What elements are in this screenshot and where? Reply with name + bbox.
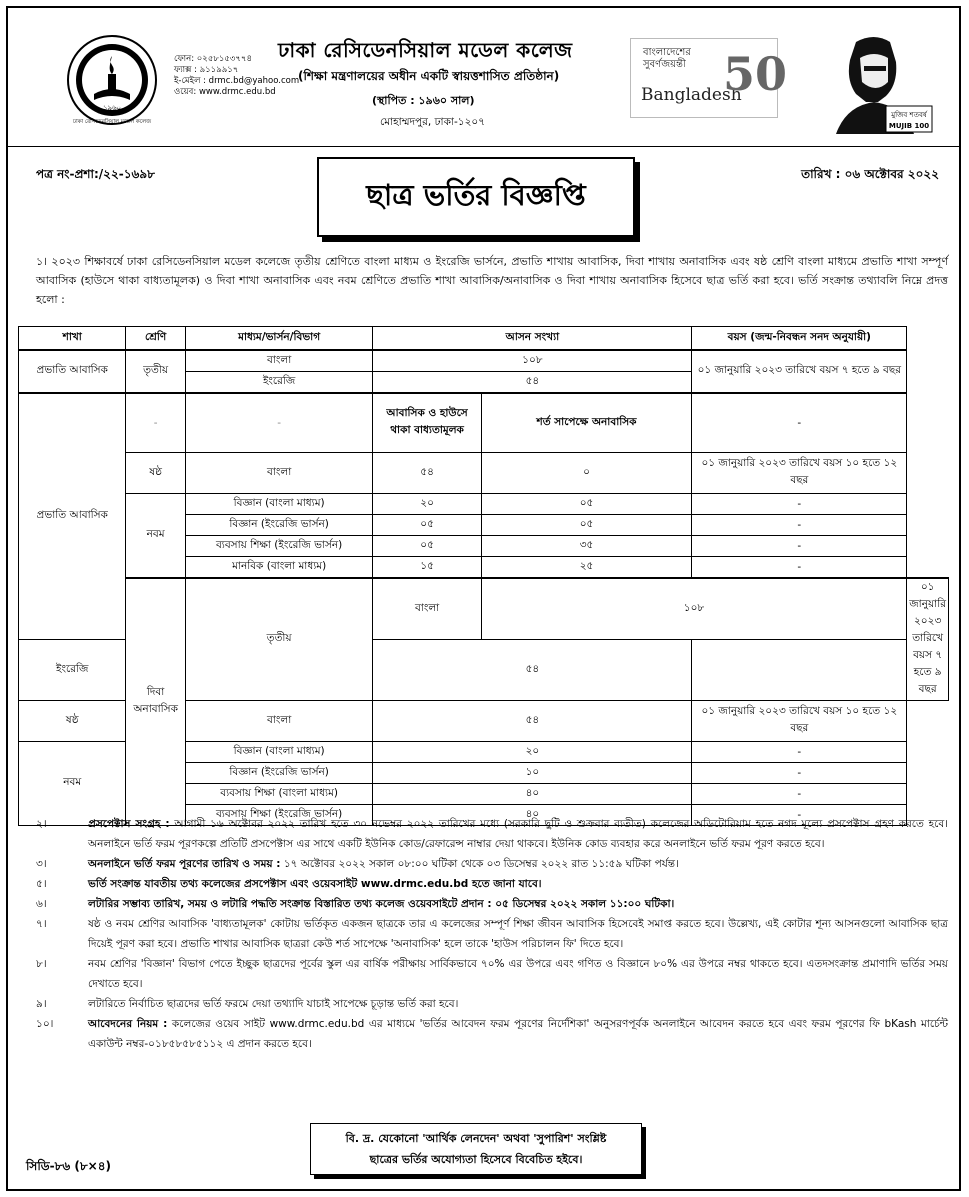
seats-a-cell: ০৫ xyxy=(373,515,481,536)
header-seats: আসন সংখ্যা xyxy=(373,327,692,351)
age-cell: ০১ জানুয়ারি ২০২৩ তারিখে বয়স ১০ হতে ১২ বছর xyxy=(692,701,907,742)
age-cell: - xyxy=(692,494,907,515)
website: ওয়েব: www.drmc.edu.bd xyxy=(174,87,276,97)
table-row xyxy=(19,578,949,640)
mujib-en: MUJIB 100 xyxy=(888,122,930,130)
seats-cell: ৪০ xyxy=(373,784,692,805)
medium-cell: বাংলা xyxy=(185,453,373,494)
medium-cell: ইংরেজি xyxy=(185,372,373,394)
medium-cell: ইংরেজি xyxy=(19,640,126,701)
age-cell: ০১ জানুয়ারি ২০২৩ তারিখে বয়স ৭ হতে ৯ বছর xyxy=(907,578,949,701)
note-bold: আবেদনের নিয়ম : xyxy=(88,1018,168,1030)
class-cell: ষষ্ঠ xyxy=(126,453,185,494)
fax: ফ্যাক্স : ৯১১৯৯১৭ xyxy=(174,65,239,75)
note-body: নবম শ্রেণির 'বিজ্ঞান' বিভাগ পেতে ইচ্ছুক ছাত্রদের পূর্বের স্কুল এর বার্ষিক পরীক্ষায় সার্বিকভাবে ৭০% এর উপরে এবং গণিত ও বিজ্ঞানে ৮০% এর উপরে নম্বর থাকতে হবে। এতদসংক্রান্ত প্রমাণাদি ভর্তির সময় দেখাতে হবে। xyxy=(88,958,948,990)
medium-cell: ব্যবসায় শিক্ষা (বাংলা মাধ্যম) xyxy=(185,784,373,805)
seats-cell: ৫৪ xyxy=(373,701,692,742)
medium-cell: বিজ্ঞান (ইংরেজি ভার্সন) xyxy=(185,515,373,536)
notice-date: তারিখ : ০৬ অক্টোবর ২০২২ xyxy=(801,167,939,181)
medium-cell: বিজ্ঞান (ইংরেজি ভার্সন) xyxy=(185,763,373,784)
college-address: মোহাম্মদপুর, ঢাকা-১২০৭ xyxy=(380,116,486,128)
seats-b-cell: ০৫ xyxy=(481,515,692,536)
seats-b-cell: ০৫ xyxy=(481,494,692,515)
bangladesh-50-logo xyxy=(630,38,788,118)
seats-cell: ১০৮ xyxy=(373,350,692,372)
seat-table xyxy=(18,326,949,826)
age-cell: - xyxy=(692,805,907,826)
seal-caption: ঢাকা রেসিডেনসিয়াল মডেল কলেজ xyxy=(72,119,152,125)
note-body: ০৫ ডিসেম্বর ২০২২ সকাল ১১:০০ ঘটিকা। xyxy=(491,898,675,910)
branch-cell: প্রভাতি আবাসিক xyxy=(19,393,126,640)
note-body: ভর্তি সংক্রান্ত যাবতীয় তথ্য কলেজের প্রসপেক্টাস এবং ওয়েবসাইট www.drmc.edu.bd হতে জানা যাবে। xyxy=(88,878,542,890)
class-cell: তৃতীয় xyxy=(126,350,185,393)
notes-list xyxy=(36,814,948,1054)
bd50-tagline: বাংলাদেশের সুবর্ণজয়ন্তী xyxy=(643,47,691,70)
seats-cell: ১০৮ xyxy=(481,578,907,640)
notice-page xyxy=(6,6,961,1191)
note-text xyxy=(88,894,948,914)
note-number: ১০। xyxy=(36,1018,54,1030)
class-cell: নবম xyxy=(126,494,185,579)
note-number: ৯। xyxy=(36,998,47,1010)
note-text xyxy=(88,854,948,874)
note-text xyxy=(88,954,948,994)
class-cell: তৃতীয় xyxy=(185,578,373,701)
class-cell: - xyxy=(126,393,185,453)
age-cell: - xyxy=(692,763,907,784)
age-cell: - xyxy=(692,784,907,805)
note-body: লটারিতে নির্বাচিত ছাত্রদের ভর্তি ফরমে দেয়া তথ্যাদি যাচাই সাপেক্ষে চূড়ান্ত ভর্তি করা হবে। xyxy=(88,998,459,1010)
age-cell: ০১ জানুয়ারি ২০২৩ তারিখে বয়স ৭ হতে ৯ বছর xyxy=(692,350,907,393)
note-text xyxy=(88,994,948,1014)
seats-cell: ৫৪ xyxy=(373,372,692,394)
table-row xyxy=(19,350,949,372)
age-cell: - xyxy=(692,536,907,557)
bd50-number: 50 xyxy=(723,47,788,101)
medium-cell: বাংলা xyxy=(373,578,481,640)
header-medium: মাধ্যম/ভার্সন/বিভাগ xyxy=(185,327,373,351)
note-body: আগামী ১৬ অক্টোবর ২০২২ তারিখ হতে ৩০ নভেম্বর ২০২২ তারিখের মধ্যে (সরকারি ছুটি ও শুক্রবার ব্যতীত) কলেজের অডিটোরিয়াম হতে নগদ মূল্যে প্রসপেক্টাস গ্রহণ করতে হবে। অনলাইনে ভর্তি ফরম পূরণকল্পে প্রতিটি প্রসপেক্টাস এর সাথে একটি ইউনিক কোড/রেফারেন্স নাম্বার দেয়া থাকবে। ইউনিক কোড ব্যবহার করে অনলাইনে ভর্তি ফরম পূরণ করতে হবে। xyxy=(88,818,948,850)
medium-cell: বাংলা xyxy=(185,350,373,372)
header-divider xyxy=(8,146,959,147)
age-cell: - xyxy=(692,742,907,763)
note-number: ৫। xyxy=(36,878,47,890)
note-body: ষষ্ঠ ও নবম শ্রেণির আবাসিক 'বাধ্যতামূলক' কোটায় ভর্তিকৃত একজন ছাত্রকে তার এ কলেজের সম্পূর্ণ শিক্ষা জীবন আবাসিক হিসেবেই সমাপ্ত করতে হবে। উল্লেখ্য, এই কোটার শূন্য আসনগুলো আবাসিক ছাত্র দিয়েই পূরণ করা হবে। প্রভাতি শাখার আবাসিক ছাত্ররা কেউ শর্ত সাপেক্ষে 'অনাবাসিক' হলে তাকে 'হাউস পরিচালন ফি' দিতে হবে। xyxy=(88,918,948,950)
college-seal-logo xyxy=(66,34,158,126)
seats-b-cell: ২৫ xyxy=(481,557,692,579)
seats-b-cell: ০ xyxy=(481,453,692,494)
branch-cell: প্রভাতি আবাসিক xyxy=(19,350,126,393)
note-number: ৭। xyxy=(36,918,47,930)
list-item xyxy=(36,914,948,954)
medium-cell: - xyxy=(185,393,373,453)
header-age: বয়স (জন্ম-নিবন্ধন সনদ অনুযায়ী) xyxy=(692,327,907,351)
college-subtitle: (শিক্ষা মন্ত্রণালয়ের অধীন একটি স্বায়ত্তশাসিত প্রতিষ্ঠান) xyxy=(298,69,560,83)
header-class: শ্রেণি xyxy=(126,327,185,351)
subheader-residential: আবাসিক ও হাউসে থাকা বাধ্যতামূলক xyxy=(373,393,481,453)
list-item xyxy=(36,814,948,854)
college-name: ঢাকা রেসিডেনসিয়াল মডেল কলেজ xyxy=(278,38,573,62)
medium-cell: বিজ্ঞান (বাংলা মাধ্যম) xyxy=(185,742,373,763)
note-body: ১৭ অক্টোবর ২০২২ সকাল ০৮:০০ ঘটিকা থেকে ০৩ ডিসেম্বর ২০২২ রাত ১১:৫৯ ঘটিকা পর্যন্ত। xyxy=(280,858,679,870)
age-cell: ০১ জানুয়ারি ২০২৩ তারিখে বয়স ১০ হতে ১২ বছর xyxy=(692,453,907,494)
note-text xyxy=(88,814,948,854)
phone: ফোন: ০২৫৮১৫৩৭৭৪ xyxy=(174,54,252,64)
medium-cell: ব্যবসায় শিক্ষা (ইংরেজি ভার্সন) xyxy=(185,805,373,826)
branch-cell: দিবা অনাবাসিক xyxy=(126,578,185,826)
list-item xyxy=(36,954,948,994)
disclaimer-box xyxy=(310,1123,642,1175)
seats-a-cell: ০৫ xyxy=(373,536,481,557)
medium-cell: বাংলা xyxy=(185,701,373,742)
seats-a-cell: ১৫ xyxy=(373,557,481,579)
medium-cell: ব্যবসায় শিক্ষা (ইংরেজি ভার্সন) xyxy=(185,536,373,557)
header-branch: শাখা xyxy=(19,327,126,351)
disclaimer-line-2: ছাত্রের ভর্তির অযোগ্যতা হিসেবে বিবেচিত হইবে। xyxy=(369,1153,583,1166)
table-header-row xyxy=(19,327,949,351)
list-item xyxy=(36,894,948,914)
seats-cell: ৪০ xyxy=(373,805,692,826)
intro-paragraph: ১। ২০২৩ শিক্ষাবর্ষে ঢাকা রেসিডেনসিয়াল মডেল কলেজে তৃতীয় শ্রেণিতে বাংলা মাধ্যম ও ইংরেজি ভার্সনে, প্রভাতি শাখায় আবাসিক, দিবা শাখায় অনাবাসিক এবং ষষ্ঠ শ্রেণি বাংলা মাধ্যমে প্রভাতি শাখা সম্পূর্ণ আবাসিক (হাউসে থাকা বাধ্যতামূলক) ও দিবা শাখা অনাবাসিক এবং নবম শ্রেণিতে প্রভাতি শাখা আবাসিক/অনাবাসিক ও দিবা শাখায় অনাবাসিক হিসেবে ছাত্র ভর্তি করা হবে। ভর্তি সংক্রান্ত তথ্যাবলি নিম্নে প্রদত্ত হলো : xyxy=(36,255,948,306)
note-bold: প্রসপেক্টাস সংগ্রহ : xyxy=(88,818,170,830)
note-number: ২। xyxy=(36,818,47,830)
list-item xyxy=(36,854,948,874)
reference-number: পত্র নং-প্রশা:/২২-১৬৯৮ xyxy=(36,167,155,181)
notice-title: ছাত্র ভর্তির বিজ্ঞপ্তি xyxy=(317,157,635,237)
note-bold: অনলাইনে ভর্তি ফরম পূরণের তারিখ ও সময় : xyxy=(88,858,281,870)
note-text xyxy=(88,874,948,894)
note-text xyxy=(88,1014,948,1054)
note-bold: লটারির সম্ভাব্য তারিখ, সময় ও লটারি পদ্ধতি সংক্রান্ত বিস্তারিত তথ্য কলেজ ওয়েবসাইটে প্রদান : xyxy=(88,898,492,910)
note-number: ৩। xyxy=(36,858,47,870)
list-item xyxy=(36,874,948,894)
seats-b-cell: ৩৫ xyxy=(481,536,692,557)
class-cell: ষষ্ঠ xyxy=(19,701,126,742)
seats-cell: ৫৪ xyxy=(373,640,692,701)
table-row xyxy=(19,494,949,515)
email: ই-মেইল : drmc.bd@yahoo.com xyxy=(174,76,300,86)
note-body: কলেজের ওয়েব সাইট www.drmc.edu.bd এর মাধ্যমে 'ভর্তির আবেদন ফরম পূরণের নির্দেশিকা' অনুসরণপূর্বক অনলাইনে আবেদন করতে হবে এবং ফরম পূরণের ফি bKash মার্চেন্ট একাউন্ট নম্বর-০১৮৫৮৫৮৫১১২ এ প্রদান করতে হবে। xyxy=(88,1018,948,1050)
college-established: (স্থাপিত : ১৯৬০ সাল) xyxy=(372,94,475,107)
disclaimer-line-1: বি. দ্র. যেকোনো 'আর্থিক লেনদেন' অথবা 'সুপারিশ' সংশ্লিষ্ট xyxy=(345,1132,607,1145)
subheader-nonresidential: শর্ত সাপেক্ষে অনাবাসিক xyxy=(481,393,692,453)
class-cell: নবম xyxy=(19,742,126,826)
seats-cell: ২০ xyxy=(373,742,692,763)
document-code: সিডি-৮৬ (৮×৪) xyxy=(26,1159,111,1173)
table-row xyxy=(19,393,949,453)
mujib-100-logo xyxy=(816,32,934,134)
letterhead xyxy=(8,16,959,144)
seats-a-cell: ২০ xyxy=(373,494,481,515)
medium-cell: মানবিক (বাংলা মাধ্যম) xyxy=(185,557,373,579)
age-cell: - xyxy=(692,393,907,453)
list-item xyxy=(36,1014,948,1054)
age-cell: - xyxy=(692,557,907,579)
age-cell: - xyxy=(692,515,907,536)
seal-year: ১৯৬০ xyxy=(102,104,122,112)
table-row xyxy=(19,453,949,494)
note-number: ৮। xyxy=(36,958,47,970)
list-item xyxy=(36,994,948,1014)
note-text xyxy=(88,914,948,954)
bd50-word: Bangladesh xyxy=(641,85,742,105)
mujib-caption: মুজিব শতবর্ষ xyxy=(891,111,927,119)
note-number: ৬। xyxy=(36,898,47,910)
medium-cell: বিজ্ঞান (বাংলা মাধ্যম) xyxy=(185,494,373,515)
seats-a-cell: ৫৪ xyxy=(373,453,481,494)
seats-cell: ১০ xyxy=(373,763,692,784)
